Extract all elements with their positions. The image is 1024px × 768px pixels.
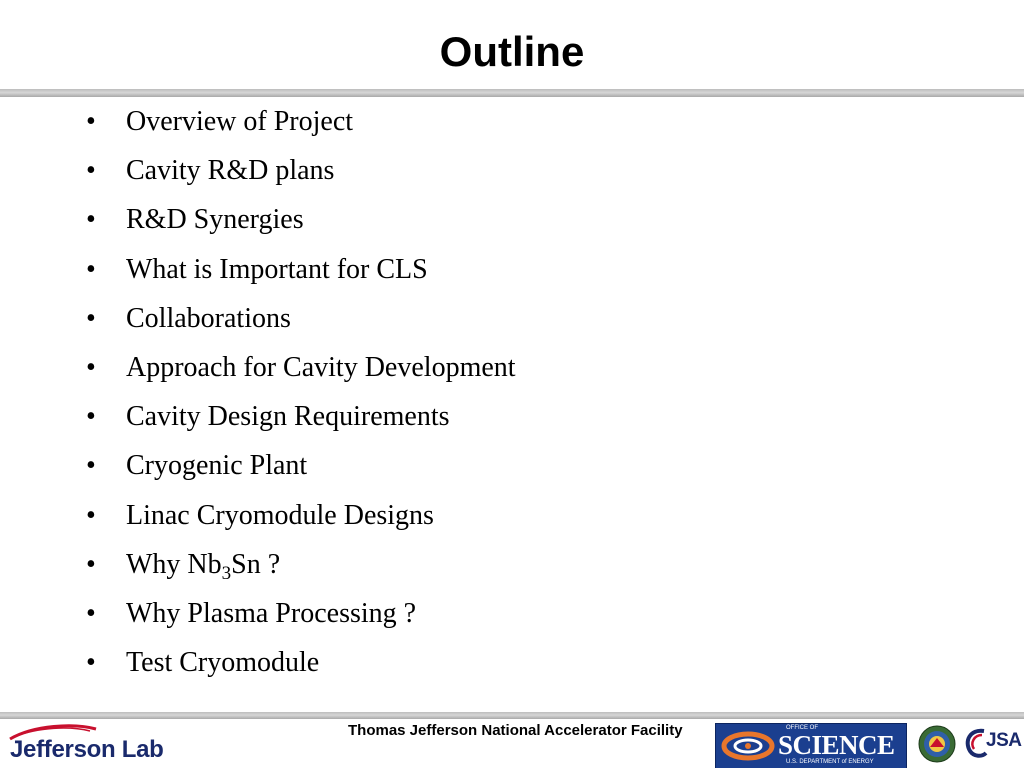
- bullet-icon: •: [86, 302, 96, 334]
- bullet-icon: •: [86, 351, 96, 383]
- list-item: [86, 254, 516, 303]
- list-item-text: Overview of Project: [126, 106, 354, 137]
- title-divider: [0, 89, 1024, 97]
- bullet-icon: •: [86, 106, 96, 137]
- list-item-text: R&D Synergies: [126, 204, 304, 236]
- list-item: [86, 647, 516, 696]
- bullet-icon: •: [86, 499, 96, 531]
- list-item: [86, 204, 516, 253]
- list-item: [86, 303, 516, 352]
- science-office-text: OFFICE OF: [786, 725, 818, 731]
- bullet-icon: •: [86, 155, 96, 187]
- subscript: 3: [221, 562, 232, 584]
- footer: [0, 719, 1024, 768]
- list-item-text: Why Plasma Processing ?: [126, 597, 417, 629]
- jsa-wordmark: JSA: [986, 730, 1022, 751]
- text-segment: Why Nb: [126, 548, 222, 580]
- footer-divider: [0, 712, 1024, 719]
- office-of-science-logo: [715, 723, 907, 768]
- science-swirl-icon: [718, 724, 778, 768]
- slide-title: Outline: [439, 28, 585, 75]
- list-item: [86, 598, 516, 647]
- bullet-icon: •: [86, 450, 96, 482]
- bullet-icon: •: [86, 597, 96, 629]
- bullet-icon: •: [86, 548, 96, 580]
- list-item-text: [126, 548, 281, 584]
- jefferson-lab-logo: [4, 723, 164, 765]
- science-department-text: U.S. DEPARTMENT of ENERGY: [786, 759, 874, 765]
- list-item: [86, 155, 516, 204]
- outline-list: [86, 106, 516, 696]
- list-item-text: Approach for Cavity Development: [126, 351, 516, 383]
- science-wordmark: SCIENCE: [778, 730, 895, 760]
- list-item-text: What is Important for CLS: [126, 253, 428, 285]
- list-item: [86, 549, 516, 598]
- facility-name: Thomas Jefferson National Accelerator Facility: [348, 722, 683, 739]
- bullet-icon: •: [86, 401, 96, 433]
- list-item: [86, 106, 516, 155]
- bullet-icon: •: [86, 647, 96, 679]
- list-item-text: Cryogenic Plant: [126, 450, 308, 482]
- list-item-text: Collaborations: [126, 302, 291, 334]
- list-item-text: Test Cryomodule: [126, 647, 320, 679]
- list-item: [86, 500, 516, 549]
- doe-seal-icon: [918, 725, 956, 763]
- list-item: [86, 352, 516, 401]
- bullet-icon: •: [86, 204, 96, 236]
- list-item-text: Cavity Design Requirements: [126, 401, 450, 433]
- bullet-icon: •: [86, 253, 96, 285]
- jefferson-lab-wordmark: Jefferson Lab: [10, 736, 164, 763]
- list-item-text: Linac Cryomodule Designs: [126, 499, 434, 531]
- jsa-logo: [962, 723, 1022, 765]
- list-item-text: Cavity R&D plans: [126, 155, 335, 187]
- list-item: [86, 401, 516, 450]
- list-item: [86, 450, 516, 499]
- text-segment: Sn ?: [231, 548, 281, 580]
